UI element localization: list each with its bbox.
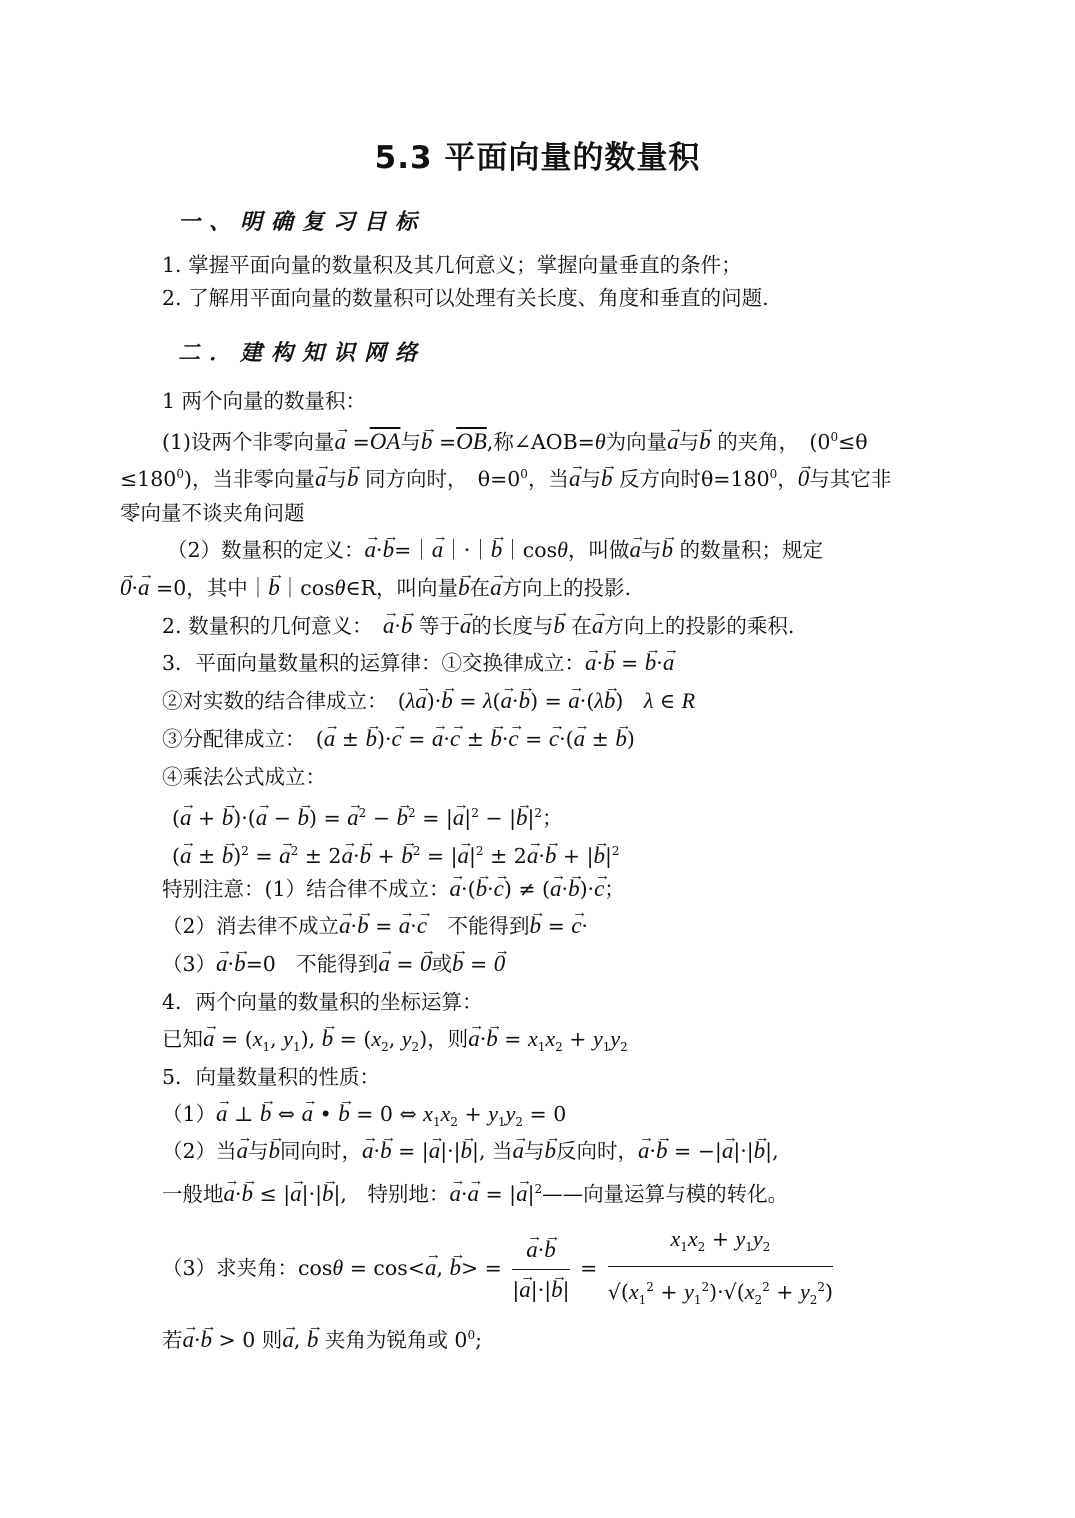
angle-fraction-1: → $\frac{a\cdot\to b}{|\to a|\cdot|\to b|}$ bbox=[512, 1233, 569, 1307]
angle-fraction-2: $\frac{x_1x_2 + y_1y_2}{√(x_1^2 + y_1^2)\cdot√(x_2^2 + y_2^2)}$ bbox=[608, 1222, 833, 1317]
k5-property-1: （1）→ a ⊥ → b ⇔ → a • → b = 0 ⇔ $x_1x_2 + y_1y_2 = 0$ bbox=[162, 1101, 566, 1135]
k3-associative-scalar: ②对实数的结合律成立： (λ→ a)·→ b = λ(→ a·→ b) = → a·(λ→ b) λ ∈ R bbox=[162, 688, 695, 714]
k1-para1-line2: $\le 180^0$)，当非零向量→ a与→ b 同方向时， $\theta=0^0$，当→ a与→ b 反方向时$\theta=180^0$，→ 0与其它非 bbox=[120, 461, 891, 492]
k5-property-2: （2）当→ a与→ b同向时，→ a·→ b = |→ a|·|→ b|, 当→ a与→ b反向时，→ a·→ b = −|→ a|·|→ b|, bbox=[162, 1138, 779, 1164]
section-heading-knowledge: 二．建构知识网络 bbox=[178, 340, 427, 366]
k3-note-2: （2）消去律不成立→ a·→ b = → a·→ c 不能得到→ b = → c· bbox=[162, 913, 588, 939]
k3-formula-2: (→ a ± → b)$^2$ = → $a^2 \pm 2\to a\cdot\to b$ + → $b^2$ = |→ $a|^2 \pm 2\to a\cdot\to b$ + |→ $b|^2$ bbox=[172, 838, 620, 869]
k1-definition-2: → 0·→ a =0，其中｜→ b｜cosθ∈R，叫向量→ b在→ a方向上的投影. bbox=[120, 575, 631, 601]
k1-para1-line3: 零向量不谈夹角问题 bbox=[120, 501, 305, 525]
page-title: 5.3 平面向量的数量积 bbox=[374, 140, 701, 176]
k4-coordinates: 已知→ $a = (x_1$, $y_1$), → $b = (x_2$, $y_2$)，则→ $a\cdot\to b = x_1x_2 + y_1y_2$ bbox=[162, 1026, 628, 1060]
k3-note-3: （3）→ a·→ b=0 不能得到→ a = → 0或→ b = → 0 bbox=[162, 951, 505, 977]
k5-property-3: （3）求夹角：cosθ = cos<→ a, → b> = → $\frac{a\cdot\to b}{|\to a|\cdot|\to b|}$ = $\frac{x_1x_2 + y_1y_2}{√(x_1^2 + y_1^2)\cdot√(x_2^2 + y_2^2)}$ bbox=[162, 1222, 837, 1317]
k5-heading: 5．向量数量积的性质： bbox=[162, 1065, 381, 1089]
k1-definition: （2）数量积的定义：→ a·→ b=｜→ a｜·｜→ b｜cosθ，叫做→ a与→ b 的数量积；规定 bbox=[167, 537, 823, 563]
k1-para1-line1: (1)设两个非零向量→ $a =\overline{OA}$与→ $b =\overline{OB}$,称∠AOB=θ为向量→ a与→ b 的夹角， ($0^0\le\theta$ bbox=[162, 424, 868, 455]
k3-formula-1: (→ a + → b)·(→ a − → b) = → $a^2$ − → $b^2$ = |→ $a|^2$ − |→ $b|^2$； bbox=[172, 800, 563, 831]
section-heading-goals: 一、明确复习目标 bbox=[178, 209, 427, 235]
goal-2: 2. 了解用平面向量的数量积可以处理有关长度、角度和垂直的问题. bbox=[162, 286, 769, 310]
k5-acute-condition: 若→ a·→ b > 0 则→ a, → b 夹角为锐角或 $0^0$; bbox=[162, 1322, 482, 1353]
k1-heading: 1 两个向量的数量积： bbox=[162, 389, 367, 413]
k3-product-formula-heading: ④乘法公式成立： bbox=[162, 765, 326, 789]
k4-heading: 4．两个向量的数量积的坐标运算： bbox=[162, 990, 483, 1014]
k3-distributive: ③分配律成立： (→ a ± → b)·→ c = → a·→ c ± → b·→ c = → c·(→ a ± → b) bbox=[162, 726, 635, 752]
k5-property-2b: 一般地→ a·→ b ≤ |→ a|·|→ b|, 特别地：→ a·→ a = |→ $a|^2——$向量运算与模的转化。 bbox=[162, 1176, 788, 1207]
k2-geometric-meaning: 2. 数量积的几何意义： → a·→ b 等于→ a的长度与→ b 在→ a方向上的投影的乘积. bbox=[162, 613, 794, 639]
k3-commutative: 3．平面向量数量积的运算律：①交换律成立：→ a·→ b = → b·→ a bbox=[162, 650, 674, 676]
k3-note-1: 特别注意：(1）结合律不成立：→ a·(→ b·→ c) ≠ (→ a·→ b)·→ c； bbox=[162, 876, 625, 902]
goal-1: 1. 掌握平面向量的数量积及其几何意义；掌握向量垂直的条件； bbox=[162, 253, 742, 277]
